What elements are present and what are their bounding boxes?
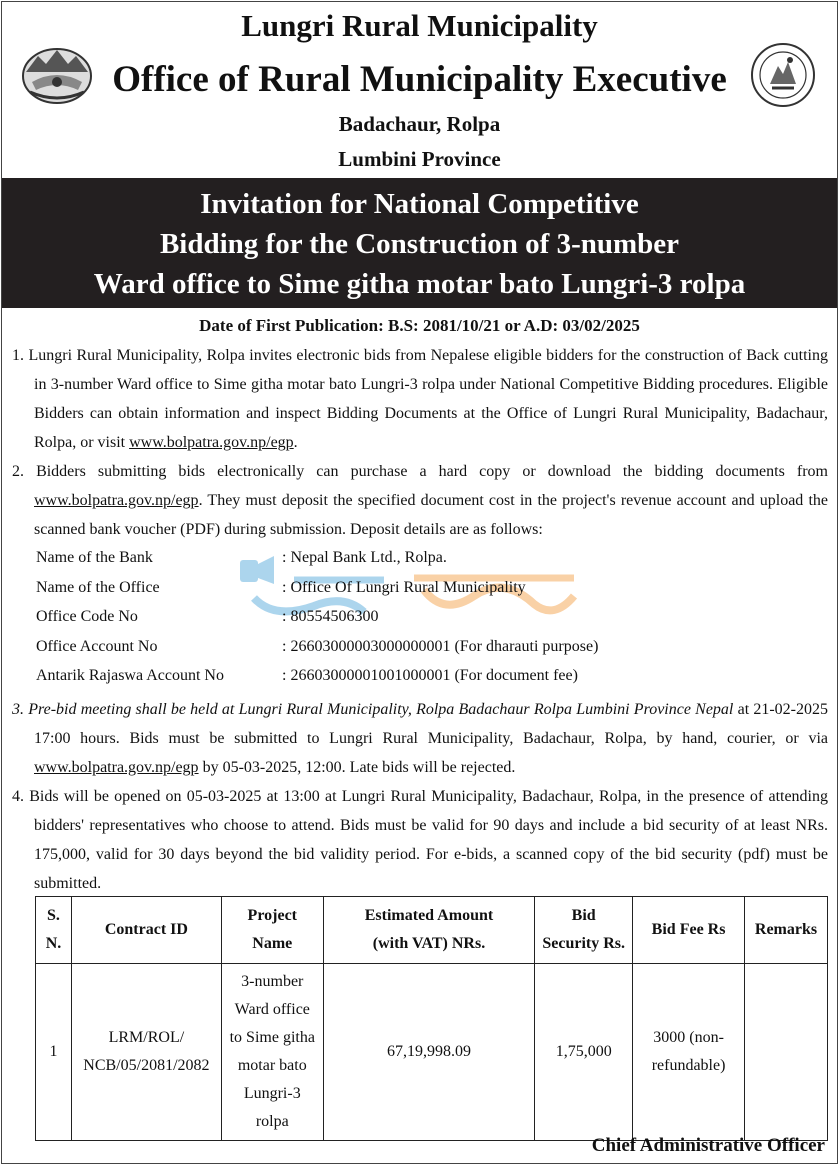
table-row <box>36 964 828 1141</box>
header-project-name: Project Name <box>221 897 323 964</box>
cell-sn: 1 <box>36 964 72 1141</box>
municipality-name: Lungri Rural Municipality <box>241 8 598 43</box>
header-bid-security: Bid Security Rs. <box>535 897 633 964</box>
banner-line-1: Invitation for National Competitive <box>200 188 639 220</box>
paragraph-4: 4. Bids will be opened on 05-03-2025 at 13:00 at Lungri Rural Municipality, Badachaur, Rolpa, in the presence of attending bidders' representatives who choose to attend. Bids must be valid for 90 days and include a bid security of at least NRs. 175,000, valid for 30 days beyond the bid validity period. For e-bids, a scanned copy of the bid security (pdf) must be submitted. <box>12 788 828 892</box>
deposit-row-office: Name of the Office : Office Of Lungri Rural Municipality <box>36 578 526 596</box>
deposit-details <box>36 543 598 691</box>
signature-title: Chief Administrative Officer <box>591 1135 825 1156</box>
cell-estimated-amount: 67,19,998.09 <box>323 964 535 1141</box>
header-contract-id: Contract ID <box>71 897 221 964</box>
table-header-row <box>36 897 828 964</box>
banner-line-2: Bidding for the Construction of 3-number <box>159 228 680 260</box>
paragraphs-3-4 <box>12 695 828 898</box>
bolpatra-link[interactable]: www.bolpatra.gov.np/egp <box>34 492 199 509</box>
cell-contract-id: LRM/ROL/ NCB/05/2081/2082 <box>71 964 221 1141</box>
publication-date: Date of First Publication: B.S: 2081/10/21 or A.D: 03/02/2025 <box>199 316 640 335</box>
contracts-table <box>35 896 828 1141</box>
paragraphs-1-2 <box>12 341 828 544</box>
bolpatra-link[interactable]: www.bolpatra.gov.np/egp <box>34 759 199 776</box>
header-sn: S. N. <box>36 897 72 964</box>
cell-bid-security: 1,75,000 <box>535 964 633 1141</box>
bolpatra-link[interactable]: www.bolpatra.gov.np/egp <box>129 434 294 451</box>
paragraph-2: 2. Bidders submitting bids electronically can purchase a hard copy or download the bidding documents from www.bolpatra.gov.np/egp. They must deposit the specified document cost in the project's revenue account and upload the scanned bank voucher (PDF) during submission. Deposit details are as follows: <box>12 463 828 538</box>
deposit-row-office-account: Office Account No : 26603000003000000001 (For dharauti purpose) <box>36 637 599 655</box>
paragraph-1: 1. Lungri Rural Municipality, Rolpa invites electronic bids from Nepalese eligible bidders for the construction of Back cutting in 3-number Ward office to Sime githa motar bato Lungri-3 rolpa under National Competitive Bidding procedures. Eligible Bidders can obtain information and inspect Bidding Documents at the Office of Lungri Rural Municipality, Badachaur, Rolpa, or visit www.bolpatra.gov.np/egp. <box>12 347 828 451</box>
header-estimated-amount: Estimated Amount (with VAT) NRs. <box>323 897 535 964</box>
title-banner <box>2 178 837 308</box>
cell-remarks <box>745 964 828 1141</box>
paragraph-3: 3. Pre-bid meeting shall be held at Lungri Rural Municipality, Rolpa Badachaur Rolpa Lumbini Province Nepal at 21-02-2025 17:00 hours. Bids must be submitted to Lungri Rural Municipality, Badachaur, Rolpa, by hand, courier, or via www.bolpatra.gov.np/egp by 05-03-2025, 12:00. Late bids will be rejected. <box>12 701 829 776</box>
deposit-row-bank: Name of the Bank : Nepal Bank Ltd., Rolpa. <box>36 549 447 566</box>
header-bid-fee: Bid Fee Rs <box>633 897 745 964</box>
address-line-2: Lumbini Province <box>338 147 501 171</box>
deposit-row-office-code: Office Code No : 80554506300 <box>36 608 379 625</box>
header <box>2 2 837 178</box>
cell-project-name: 3-number Ward office to Sime githa motar bato Lungri-3 rolpa <box>221 964 323 1141</box>
banner-line-3: Ward office to Sime githa motar bato Lungri-3 rolpa <box>93 268 746 300</box>
header-remarks: Remarks <box>745 897 828 964</box>
cell-bid-fee: 3000 (non- refundable) <box>633 964 745 1141</box>
notice-page <box>1 1 838 1164</box>
address-line-1: Badachaur, Rolpa <box>338 112 501 136</box>
deposit-row-rajaswa-account: Antarik Rajaswa Account No : 26603000001001000001 (For document fee) <box>36 667 578 684</box>
office-name: Office of Rural Municipality Executive <box>112 59 727 100</box>
